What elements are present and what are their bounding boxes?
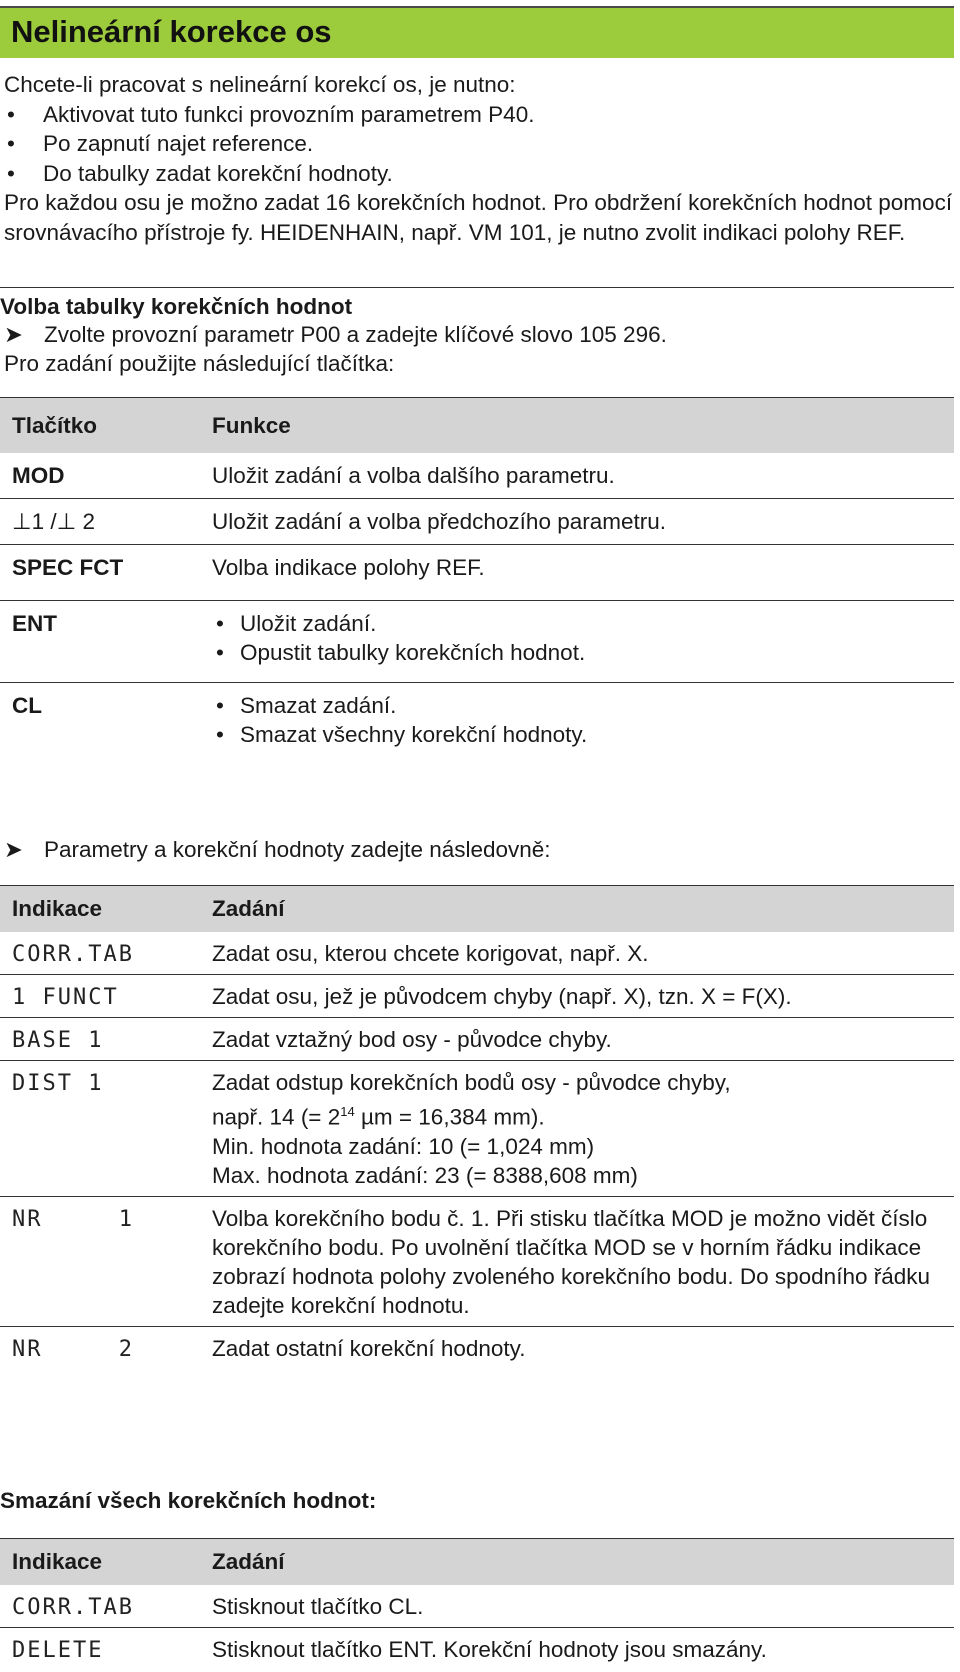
display-readout: 1 FUNCT	[12, 985, 119, 1010]
table-row: BASE 1 Zadat vztažný bod osy - původce chyby.	[0, 1018, 954, 1061]
arrow-icon: ➤	[4, 837, 23, 862]
delete-table	[0, 1538, 954, 1670]
display-readout: NR 1	[12, 1206, 134, 1232]
intro-paragraph: Pro každou osu je možno zadat 16 korekčních hodnot. Pro obdržení korekčních hodnot pomocí srovnávacího přístroje fy. HEIDENHAIN, např. VM 101, je nutno zvolit indikaci polohy REF.	[4, 190, 953, 245]
section-title-table-selection: Volba tabulky korekčních hodnot	[0, 287, 954, 320]
table-row: SPEC FCT Volba indikace polohy REF.	[0, 545, 954, 601]
list-item: • Po zapnutí najet reference.	[7, 131, 314, 156]
table-row: 1 FUNCT Zadat osu, jež je původcem chyby (např. X), tzn. X = F(X).	[0, 975, 954, 1018]
display-readout: DIST 1	[12, 1071, 104, 1096]
intro-lead: Chcete-li pracovat s nelineární korekcí os, je nutno:	[4, 72, 516, 97]
table-row: NR 2 Zadat ostatní korekční hodnoty.	[0, 1326, 954, 1372]
table-row: ⊥1 /⊥ 2 Uložit zadání a volba předchozího parametru.	[0, 499, 954, 545]
parameters-table	[0, 885, 954, 1372]
page-title: Nelineární korekce os	[11, 14, 332, 49]
section-title-delete: Smazání všech korekčních hodnot:	[0, 1488, 377, 1513]
keys-note: Pro zadání použijte následující tlačítka:	[4, 351, 395, 376]
display-readout: CORR.TAB	[12, 942, 134, 967]
table-header-row: Indikace Zadání	[0, 886, 954, 933]
table-row: DIST 1 Zadat odstup korekčních bodů osy - původce chyby, např. 14 (= $2^{14}$ µm = 16,384 mm). Min. hodnota zadání: 10 (= 1,024 mm) Max. hodnota zadání: 23 (= 8388,608 mm)	[0, 1061, 954, 1197]
list-item: • Do tabulky zadat korekční hodnoty.	[7, 160, 393, 186]
page-header	[0, 6, 954, 58]
display-readout: BASE 1	[12, 1028, 104, 1053]
table-row: CL • Smazat zadání. • Smazat všechny korekční hodnoty.	[0, 683, 954, 758]
step-select-parameter: ➤ Zvolte provozní parametr P00 a zadejte klíčové slovo 105 296.	[4, 322, 667, 347]
table-header-row: Tlačítko Funkce	[0, 398, 954, 454]
table-row: CORR.TAB Stisknout tlačítko CL.	[12, 1594, 424, 1620]
table-row: ENT • Uložit zadání. • Opustit tabulky korekčních hodnot.	[0, 601, 954, 683]
table-row: CORR.TAB Zadat osu, kterou chcete korigovat, např. X.	[12, 941, 649, 967]
list-item: • Aktivovat tuto funkci provozním parametrem P40.	[7, 101, 535, 127]
table-row: DELETE Stisknout tlačítko ENT. Korekční hodnoty jsou smazány.	[0, 1628, 954, 1671]
intro-section	[4, 70, 954, 247]
table-row: MOD Uložit zadání a volba dalšího parametru.	[12, 463, 615, 488]
display-readout: CORR.TAB	[12, 1595, 134, 1620]
step-enter-values: ➤ Parametry a korekční hodnoty zadejte následovně:	[4, 837, 551, 862]
display-readout: NR 2	[12, 1336, 134, 1362]
table-row: NR 1 Volba korekčního bodu č. 1. Při stisku tlačítka MOD je možno vidět číslo korekčního bodu. Po uvolnění tlačítka MOD se v horním řádku indikace zobrazí hodnota polohy zvoleného korekčního bodu. Do spodního řádku zadejte korekční hodnotu.	[0, 1196, 954, 1326]
arrow-icon: ➤	[4, 322, 23, 347]
table-header-row: Indikace Zadání	[0, 1539, 954, 1586]
keys-table	[0, 397, 954, 757]
display-readout: DELETE	[12, 1638, 104, 1663]
